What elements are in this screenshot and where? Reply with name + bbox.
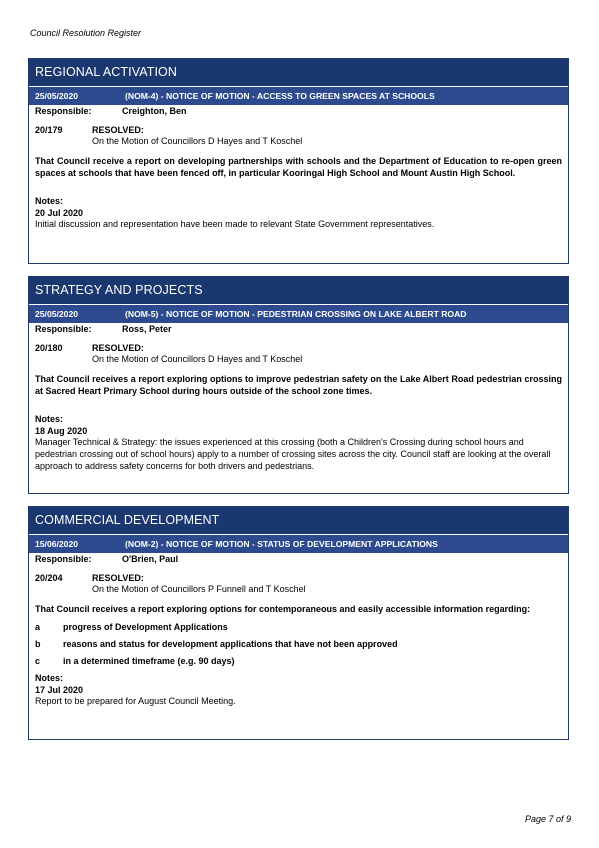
running-header: Council Resolution Register [30,28,142,38]
resolution-block [35,125,562,147]
list-item [35,622,562,632]
list-text: progress of Development Applications [63,622,228,632]
resolved-label: RESOLVED: [92,125,144,135]
mover-text: On the Motion of Councillors D Hayes and T Koschel [92,136,303,146]
responsible-row [35,553,562,567]
resolution-block [35,573,562,595]
list-item [35,656,562,666]
section-body [29,105,568,236]
resolution-block [35,343,562,365]
responsible-officer: Ross, Peter [122,324,172,334]
note-date: 17 Jul 2020 [35,685,84,695]
section-title: STRATEGY AND PROJECTS [29,277,568,304]
resolution-section-strategy-projects [28,276,569,494]
item-header [29,305,568,323]
responsible-label: Responsible: [35,106,92,116]
item-title: (NOM-5) - NOTICE OF MOTION - PEDESTRIAN CROSSING ON LAKE ALBERT ROAD [125,309,467,319]
responsible-label: Responsible: [35,554,92,564]
notes-label: Notes: [35,414,64,424]
resolution-section-commercial-development [28,506,569,740]
motion-text: That Council receive a report on developing partnerships with schools and the Department of Education to re-open green spaces at schools that have been fenced off, in particular Kooringal High School and Mount Austin High School. [35,156,562,178]
resolved-label: RESOLVED: [92,573,144,583]
note-text: Initial discussion and representation have been made to relevant State Government representatives. [35,219,435,229]
responsible-officer: Creighton, Ben [122,106,187,116]
note-text: Manager Technical & Strategy: the issues experienced at this crossing (both a Children's Crossing during school hours and pedestrian crossing out of school hours) apply to a number of crossing sites across the city. Council staff are looking at the overall approach to address safety concerns for both drivers and pedestrians. [35,437,551,471]
section-title: COMMERCIAL DEVELOPMENT [29,507,568,534]
list-letter: a [35,622,41,632]
list-text: reasons and status for development applications that have not been approved [63,639,398,649]
list-item [35,639,562,649]
note-date: 20 Jul 2020 [35,208,84,218]
notes-label: Notes: [35,673,64,683]
responsible-row [35,105,562,119]
responsible-label: Responsible: [35,324,92,334]
resolution-number: 20/204 [35,573,63,583]
meeting-date: 25/05/2020 [35,309,79,319]
section-body [29,553,568,713]
resolved-label: RESOLVED: [92,343,144,353]
list-letter: c [35,656,41,666]
mover-text: On the Motion of Councillors P Funnell and T Koschel [92,584,306,594]
meeting-date: 25/05/2020 [35,91,79,101]
section-body [29,323,568,478]
meeting-date: 15/06/2020 [35,539,79,549]
list-text: in a determined timeframe (e.g. 90 days) [63,656,235,666]
note-date: 18 Aug 2020 [35,426,88,436]
motion-text: That Council receives a report exploring options to improve pedestrian safety on the Lake Albert Road pedestrian crossing at Sacred Heart Primary School during hours outside of the school zone times. [35,374,562,396]
resolution-number: 20/180 [35,343,63,353]
resolution-section-regional-activation [28,58,569,264]
notes-label: Notes: [35,196,64,206]
list-letter: b [35,639,41,649]
item-title: (NOM-4) - NOTICE OF MOTION - ACCESS TO GREEN SPACES AT SCHOOLS [125,91,435,101]
resolution-number: 20/179 [35,125,63,135]
item-title: (NOM-2) - NOTICE OF MOTION - STATUS OF DEVELOPMENT APPLICATIONS [125,539,438,549]
item-header [29,535,568,553]
responsible-officer: O'Brien, Paul [122,554,179,564]
motion-text: That Council receives a report exploring options for contemporaneous and easily accessible information regarding: [35,604,531,614]
responsible-row [35,323,562,337]
page-number: Page 7 of 9 [524,814,571,824]
item-header [29,87,568,105]
mover-text: On the Motion of Councillors D Hayes and T Koschel [92,354,303,364]
note-text: Report to be prepared for August Council Meeting. [35,696,236,706]
section-title: REGIONAL ACTIVATION [29,59,568,86]
